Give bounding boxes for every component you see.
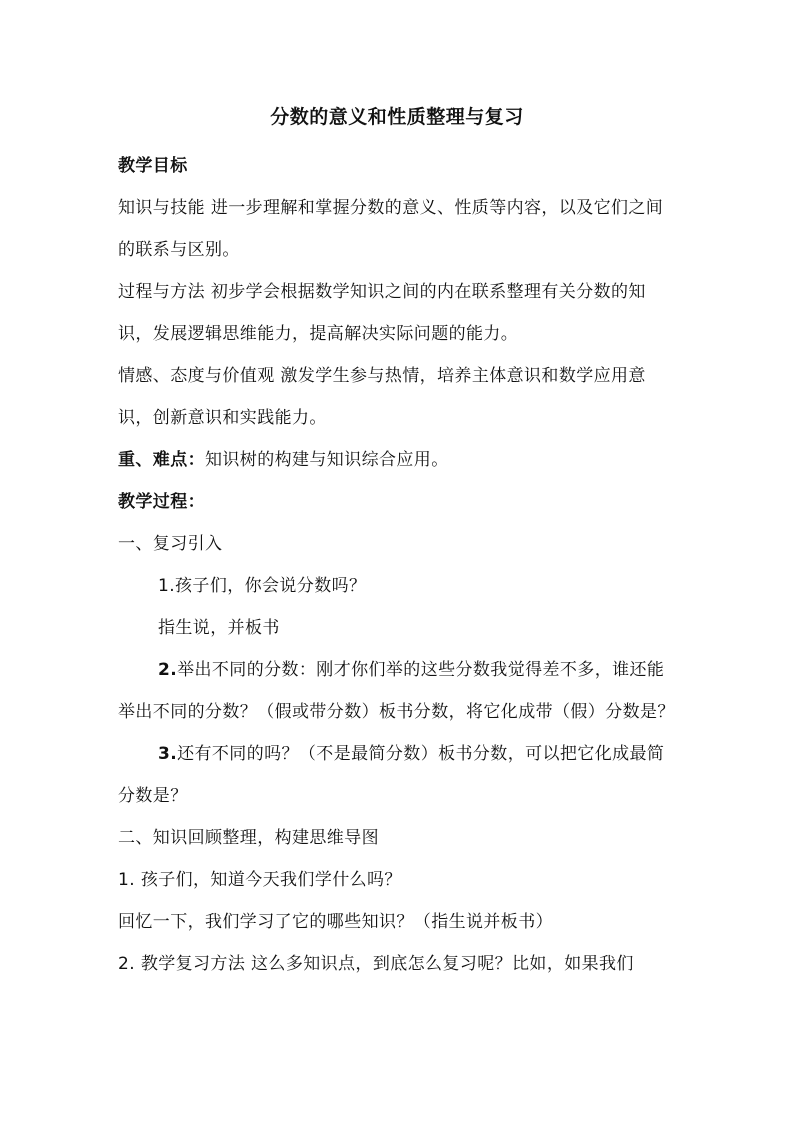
goal-process-label: 过程与方法 <box>118 282 205 302</box>
teaching-goal-section <box>118 145 678 985</box>
part1-item1: 1.孩子们，你会说分数吗？ <box>158 576 367 596</box>
part1-heading: 一、复习引入 <box>118 534 223 554</box>
goal-knowledge-text: 进一步理解和掌握分数的意义、性质等内容，以及它们之间的联系与区别。 <box>118 198 664 260</box>
goal-emotion <box>118 355 678 439</box>
part1-item3-text: 还有不同的吗？（不是最简分数）板书分数，可以把它化成最简分数是？ <box>118 744 665 806</box>
part1-item3 <box>118 733 678 817</box>
process-heading: 教学过程： <box>118 492 205 512</box>
part1-item2-num: 2. <box>158 660 178 680</box>
goal-process <box>118 271 678 355</box>
part1-item2 <box>118 649 678 733</box>
part2-item1b: 回忆一下，我们学习了它的哪些知识？（指生说并板书） <box>118 912 553 932</box>
part1-item3-num: 3. <box>158 744 178 764</box>
part1-item2-text: 举出不同的分数：刚才你们举的这些分数我觉得差不多，谁还能举出不同的分数？（假或带分数）板书分数，将它化成带（假）分数是？ <box>118 660 675 722</box>
key-points-text: 知识树的构建与知识综合应用。 <box>205 450 449 470</box>
goal-emotion-label: 情感、态度与价值观 <box>118 366 275 386</box>
document-title: 分数的意义和性质整理与复习 <box>270 106 524 128</box>
goal-process-text: 初步学会根据数学知识之间的内在联系整理有关分数的知识，发展逻辑思维能力，提高解决实际问题的能力。 <box>118 282 646 344</box>
part2-heading: 二、知识回顾整理，构建思维导图 <box>118 828 379 848</box>
goal-knowledge <box>118 187 678 271</box>
key-points-label: 重、难点： <box>118 450 205 470</box>
key-points <box>118 439 678 481</box>
part1-item1b: 指生说，并板书 <box>158 618 280 638</box>
goal-emotion-text: 激发学生参与热情，培养主体意识和数学应用意识，创新意识和实践能力。 <box>118 366 646 428</box>
goal-knowledge-label: 知识与技能 <box>118 198 205 218</box>
part2-item2: 2. 教学复习方法 这么多知识点，到底怎么复习呢？比如，如果我们 <box>118 954 634 974</box>
part2-item1: 1. 孩子们，知道今天我们学什么吗？ <box>118 870 402 890</box>
goal-heading: 教学目标 <box>118 156 188 176</box>
